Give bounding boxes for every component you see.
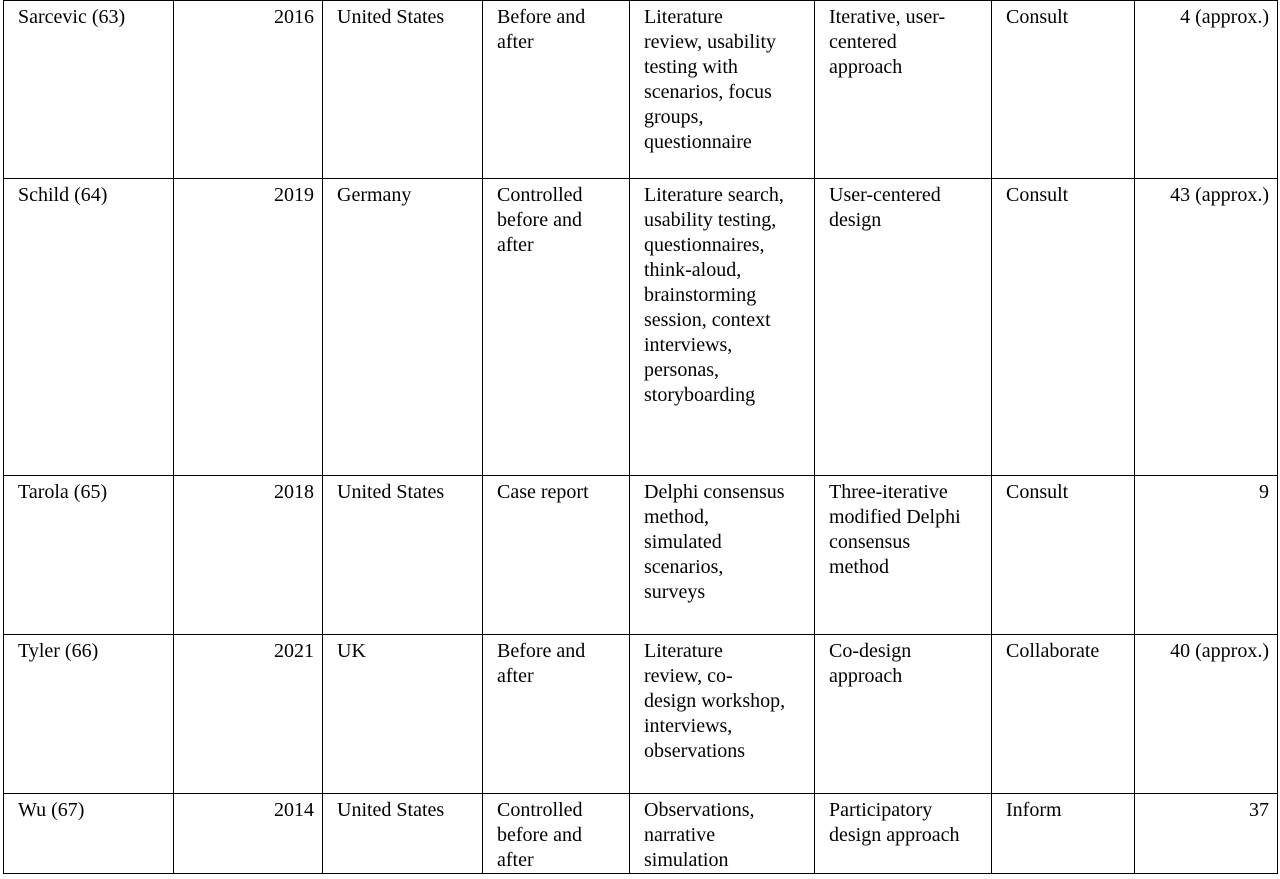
table-row <box>4 1 1278 179</box>
methods-line: questionnaires, <box>644 234 765 256</box>
methods-line: interviews, <box>644 715 733 737</box>
methods-cell <box>630 635 815 794</box>
methods-line: simulation <box>644 849 729 871</box>
year-cell: 2018 <box>174 476 323 635</box>
methods-cell <box>630 1 815 179</box>
approach-line: design <box>829 209 882 231</box>
approach-line: consensus <box>829 531 911 553</box>
participants-cell: 37 <box>1135 794 1278 874</box>
table-row <box>4 635 1278 794</box>
methods-line: method, <box>644 506 709 528</box>
methods-line: Literature <box>644 6 723 28</box>
methods-line: groups, <box>644 106 704 128</box>
engagement-cell: Consult <box>992 179 1135 476</box>
approach-line: method <box>829 556 889 578</box>
design-cell <box>483 635 630 794</box>
study-table <box>3 0 1278 874</box>
methods-cell <box>630 476 815 635</box>
approach-line: design approach <box>829 824 960 846</box>
design-line: after <box>497 849 534 871</box>
approach-line: Co-design <box>829 640 912 662</box>
design-line: after <box>497 31 534 53</box>
country-cell: UK <box>323 635 483 794</box>
methods-cell <box>630 794 815 874</box>
methods-line: personas, <box>644 359 719 381</box>
approach-cell <box>815 179 992 476</box>
methods-line: Literature <box>644 640 723 662</box>
design-line: Before and <box>497 640 586 662</box>
approach-cell <box>815 476 992 635</box>
methods-line: Delphi consensus <box>644 481 785 503</box>
design-cell <box>483 476 630 635</box>
design-cell <box>483 179 630 476</box>
approach-line: modified Delphi <box>829 506 961 528</box>
author-cell: Sarcevic (63) <box>4 1 174 179</box>
methods-line: Observations, <box>644 799 755 821</box>
methods-line: questionnaire <box>644 131 752 153</box>
design-line: Case report <box>497 481 589 503</box>
methods-line: storyboarding <box>644 384 756 406</box>
participants-cell: 9 <box>1135 476 1278 635</box>
engagement-cell: Consult <box>992 476 1135 635</box>
methods-line: scenarios, focus <box>644 81 772 103</box>
approach-line: Three-iterative <box>829 481 948 503</box>
table-row <box>4 179 1278 476</box>
table-row <box>4 794 1278 874</box>
methods-line: observations <box>644 740 746 762</box>
methods-line: design workshop, <box>644 690 786 712</box>
engagement-cell: Inform <box>992 794 1135 874</box>
engagement-cell: Collaborate <box>992 635 1135 794</box>
methods-line: scenarios, <box>644 556 724 578</box>
approach-cell <box>815 794 992 874</box>
methods-line: simulated <box>644 531 722 553</box>
year-cell: 2014 <box>174 794 323 874</box>
author-cell: Tyler (66) <box>4 635 174 794</box>
country-cell: United States <box>323 794 483 874</box>
participants-cell: 43 (approx.) <box>1135 179 1278 476</box>
author-cell: Tarola (65) <box>4 476 174 635</box>
design-line: before and <box>497 824 582 846</box>
engagement-cell: Consult <box>992 1 1135 179</box>
approach-line: approach <box>829 665 903 687</box>
methods-line: Literature search, <box>644 184 784 206</box>
methods-line: review, usability <box>644 31 777 53</box>
approach-line: centered <box>829 31 897 53</box>
design-cell <box>483 1 630 179</box>
participants-cell: 40 (approx.) <box>1135 635 1278 794</box>
methods-line: surveys <box>644 581 706 603</box>
methods-line: brainstorming <box>644 284 757 306</box>
author-cell: Wu (67) <box>4 794 174 874</box>
methods-line: usability testing, <box>644 209 777 231</box>
author-cell: Schild (64) <box>4 179 174 476</box>
approach-line: Iterative, user- <box>829 6 946 28</box>
design-cell <box>483 794 630 874</box>
design-line: Controlled <box>497 184 583 206</box>
year-cell: 2021 <box>174 635 323 794</box>
country-cell: Germany <box>323 179 483 476</box>
country-cell: United States <box>323 476 483 635</box>
design-line: after <box>497 665 534 687</box>
year-cell: 2019 <box>174 179 323 476</box>
design-line: Before and <box>497 6 586 28</box>
methods-line: review, co- <box>644 665 733 687</box>
methods-line: think-aloud, <box>644 259 742 281</box>
methods-line: testing with <box>644 56 738 78</box>
approach-line: Participatory <box>829 799 933 821</box>
country-cell: United States <box>323 1 483 179</box>
methods-line: session, context <box>644 309 771 331</box>
approach-line: User-centered <box>829 184 941 206</box>
design-line: Controlled <box>497 799 583 821</box>
methods-cell <box>630 179 815 476</box>
design-line: after <box>497 234 534 256</box>
methods-line: narrative <box>644 824 716 846</box>
design-line: before and <box>497 209 582 231</box>
table-row <box>4 476 1278 635</box>
table-body <box>4 1 1278 874</box>
methods-line: interviews, <box>644 334 733 356</box>
approach-cell <box>815 1 992 179</box>
approach-cell <box>815 635 992 794</box>
approach-line: approach <box>829 56 903 78</box>
year-cell: 2016 <box>174 1 323 179</box>
participants-cell: 4 (approx.) <box>1135 1 1278 179</box>
